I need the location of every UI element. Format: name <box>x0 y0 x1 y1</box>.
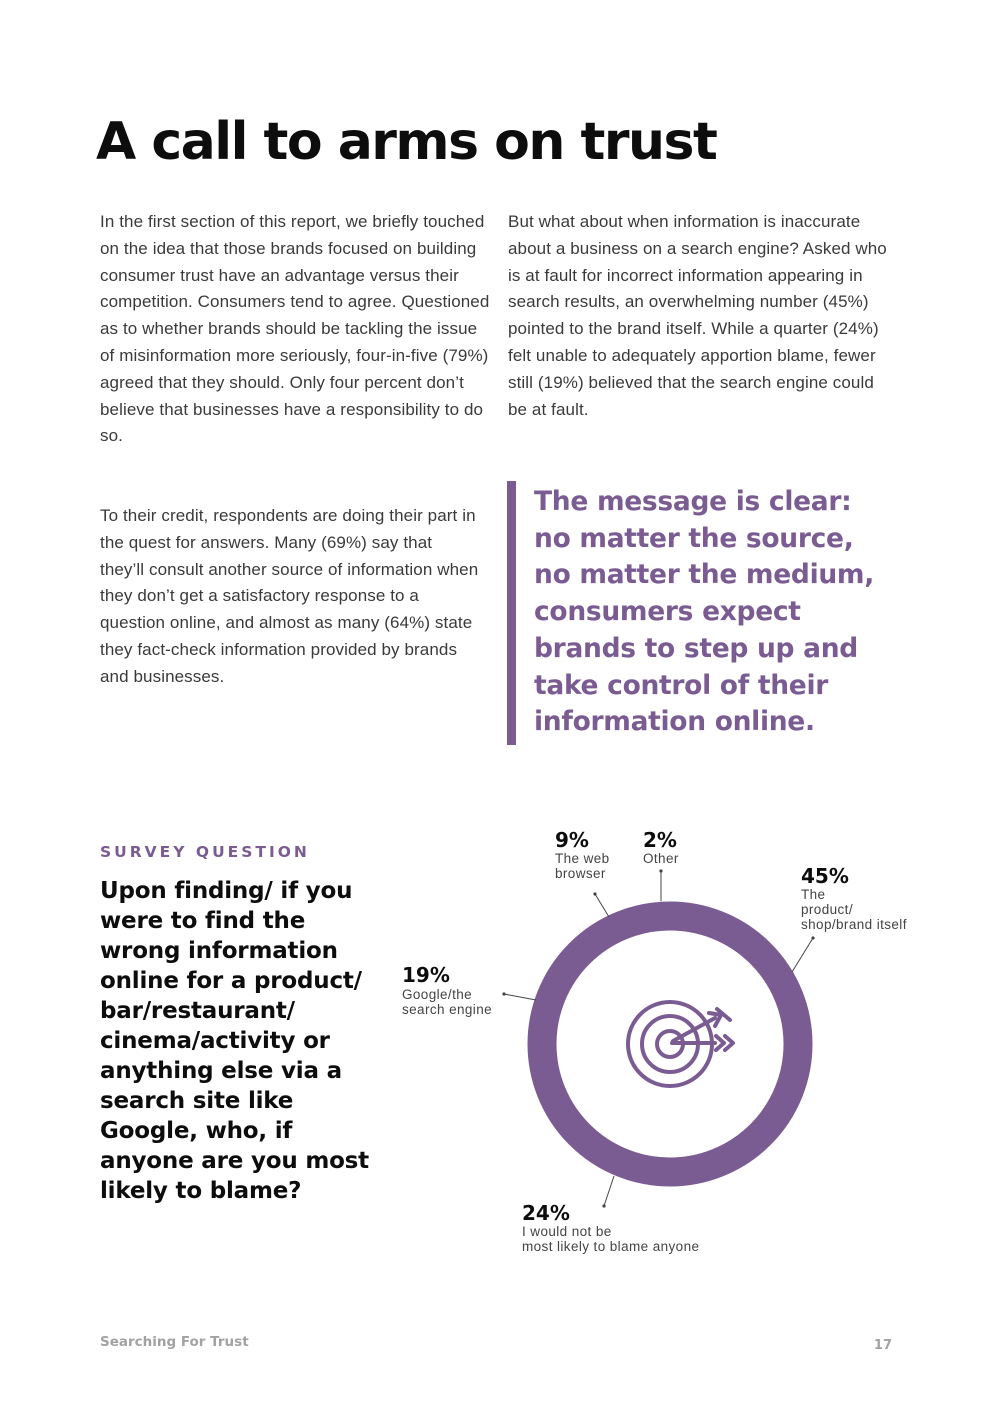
pull-quote: The message is clear: no matter the source, no matter the medium, consumers expect brands to step up and take control of their information online. <box>534 486 875 738</box>
slice-label: The web browser <box>555 851 610 881</box>
survey-question: Upon finding/ if you were to find the wrong information online for a product/ bar/restaurant/ cinema/activity or anything else via a search site like Google, who, if anyone are you most likely to blame? <box>100 878 369 1204</box>
slice-label: I would not be most likely to blame anyone <box>522 1224 700 1254</box>
footer-report-title: Searching For Trust <box>100 1334 249 1350</box>
pull-quote-bar <box>507 481 516 745</box>
slice-pct: 2% <box>643 828 677 852</box>
slice-pct: 24% <box>522 1201 570 1225</box>
body-paragraph: But what about when information is inaccurate about a business on a search engine? Asked who is at fault for incorrect information appearing in search results, an overwhelming number (45%) pointed to the brand itself. While a quarter (24%) felt unable to adequately apportion blame, fewer still (19%) believed that the search engine could be at fault. <box>508 212 887 419</box>
page-title: A call to arms on trust <box>96 112 717 172</box>
slice-label-24 <box>522 1176 699 1254</box>
slice-label: The product/ shop/brand itself <box>801 887 907 932</box>
slice-pct: 9% <box>555 828 589 852</box>
slice-label-45 <box>792 864 907 972</box>
slice-label-2 <box>643 828 679 901</box>
slice-label: Google/the search engine <box>402 987 493 1017</box>
body-paragraph: To their credit, respondents are doing their part in the quest for answers. Many (69%) say that they’ll consult another source of information when they don’t get a satisfactory response to a question online, and almost as many (64%) state they fact-check information provided by brands and businesses. <box>100 506 479 686</box>
donut-ring <box>542 916 798 1172</box>
page-number: 17 <box>873 1338 892 1353</box>
slice-label-19 <box>402 963 536 1017</box>
body-paragraph: In the first section of this report, we briefly touched on the idea that those brands focused on building consumer trust have an advantage versus their competition. Consumers tend to agree. Questioned as to whether brands should be tackling the issue of misinformation more seriously, four-in-five (79%) agreed that they should. Only four percent don’t believe that businesses have a responsibility to do so. <box>100 212 490 446</box>
target-icon <box>628 1002 733 1086</box>
slice-label-9 <box>555 828 610 917</box>
slice-pct: 45% <box>801 864 849 888</box>
slice-label: Other <box>643 851 679 866</box>
slice-pct: 19% <box>402 963 450 987</box>
donut-chart <box>380 810 940 1280</box>
survey-eyebrow: SURVEY QUESTION <box>100 843 310 861</box>
